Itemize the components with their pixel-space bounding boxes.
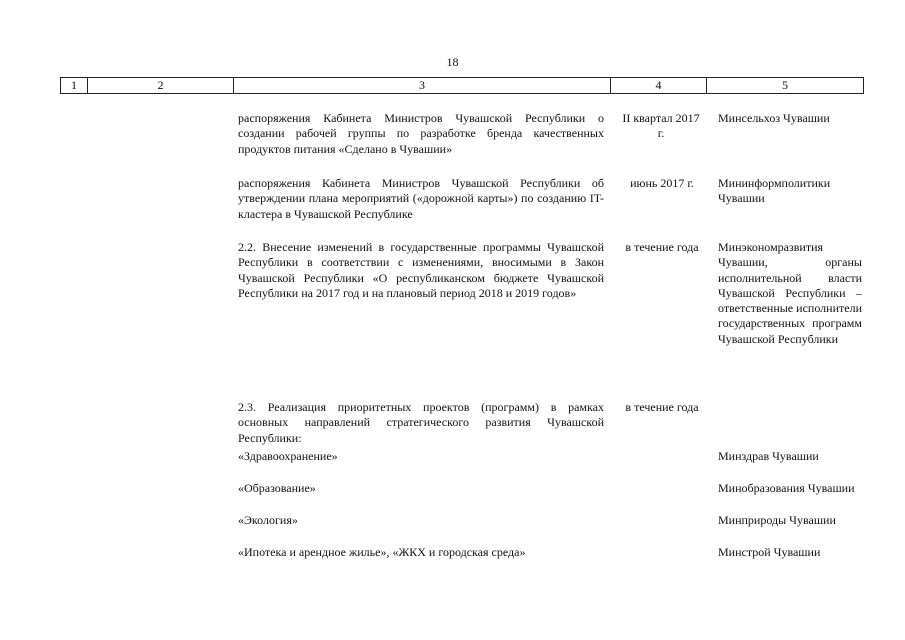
row-measure-text: «Здравоохранение» [238, 449, 338, 463]
row-responsible: Минэкономразвития Чувашии, органы исполнительной власти Чувашской Республики – ответственные исполнители государственных программ Чувашской Республики [718, 240, 862, 346]
header-col-3: 3 [234, 78, 611, 93]
row-measure-text: «Ипотека и арендное жилье», «ЖКХ и городская среда» [238, 545, 526, 559]
table-header-row [60, 77, 864, 94]
row-responsible: Минобразования Чувашии [718, 481, 855, 495]
row-measure-text: распоряжения Кабинета Министров Чувашской Республики об утверждении плана мероприятий («дорожной карты») по созданию IT-кластера в Чувашской Республике [238, 176, 604, 221]
row-deadline: в течение года [625, 400, 699, 414]
row-responsible: Минздрав Чувашии [718, 449, 819, 463]
row-responsible: Мининформполитики Чувашии [718, 176, 831, 206]
row-measure-text: «Экология» [238, 513, 298, 527]
row-measure-text: «Образование» [238, 481, 316, 495]
row-measure-text: распоряжения Кабинета Министров Чувашской Республики о создании рабочей группы по разработке бренда качественных продуктов питания «Сделано в Чувашии» [238, 111, 604, 156]
row-deadline: в течение года [625, 240, 699, 254]
row-responsible: Минприроды Чувашии [718, 513, 836, 527]
header-col-1: 1 [60, 78, 88, 93]
row-measure-text: 2.2. Внесение изменений в государственные программы Чувашской Республики в соответствии с изменениями, вносимыми в Закон Чувашской Республики «О республиканском бюджете Чувашской Республики на 2017 год и на плановый период 2018 и 2019 годов» [238, 240, 604, 300]
header-col-4: 4 [611, 78, 707, 93]
row-measure-text: 2.3. Реализация приоритетных проектов (программ) в рамках основных направлений стратегического развития Чувашской Республики: [238, 400, 604, 445]
row-responsible: Минстрой Чувашии [718, 545, 821, 559]
row-deadline: II квартал 2017 г. [622, 111, 700, 141]
page-number: 18 [446, 55, 459, 69]
row-responsible: Минсельхоз Чувашии [718, 111, 830, 125]
header-col-5: 5 [707, 78, 864, 93]
header-col-2: 2 [88, 78, 234, 93]
row-deadline: июнь 2017 г. [630, 176, 694, 190]
